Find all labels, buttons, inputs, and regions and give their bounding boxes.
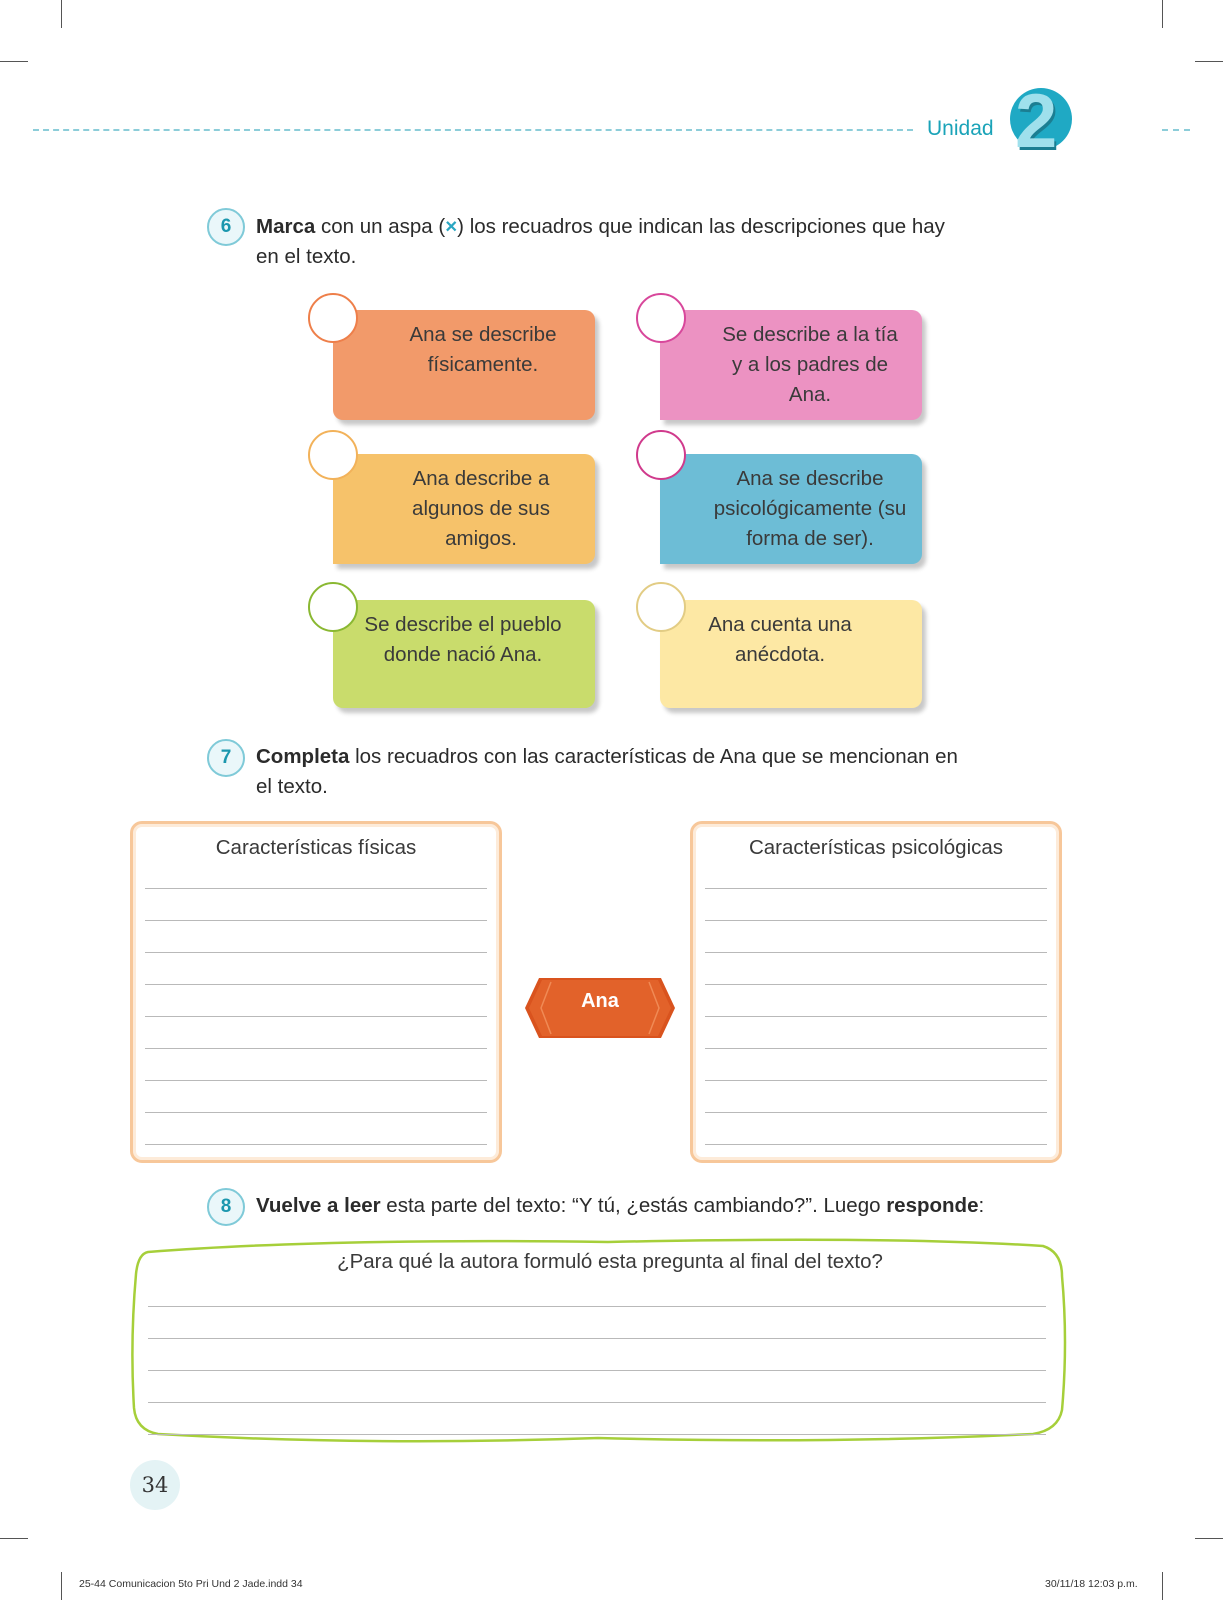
- psychological-characteristics-title: Características psicológicas: [748, 836, 1004, 859]
- unit-label: Unidad: [927, 117, 994, 140]
- crop-mark: [0, 1538, 28, 1539]
- option-text: Ana cuenta una anécdota.: [708, 613, 852, 666]
- writing-line[interactable]: [705, 1144, 1047, 1145]
- writing-line[interactable]: [145, 888, 487, 889]
- question-7-bold: Completa: [256, 745, 350, 768]
- unit-number: 2: [1015, 79, 1058, 164]
- physical-characteristics-box: [130, 821, 502, 1163]
- question-8-bold-2: responde: [886, 1194, 979, 1217]
- writing-line[interactable]: [705, 984, 1047, 985]
- option-card: [660, 454, 922, 564]
- writing-line[interactable]: [705, 920, 1047, 921]
- question-8-bold-1: Vuelve a leer: [256, 1194, 381, 1217]
- option-text: Ana se describe psicológicamente (su forma de ser).: [713, 467, 907, 550]
- question-8-number: 8: [207, 1188, 245, 1226]
- option-text: Se describe a la tía y a los padres de Ana.: [722, 323, 898, 406]
- question-6-text: Marca con un aspa (×) los recuadros que indican las descripciones que hay en el texto.: [256, 215, 945, 268]
- writing-line[interactable]: [145, 1112, 487, 1113]
- writing-line[interactable]: [145, 920, 487, 921]
- crop-mark: [1195, 61, 1223, 62]
- crop-mark: [61, 0, 62, 28]
- option-text: Ana se describe físicamente.: [409, 323, 557, 376]
- question-8-text: Vuelve a leer esta parte del texto: “Y tú, ¿estás cambiando?”. Luego responde:: [256, 1194, 985, 1217]
- writing-line[interactable]: [145, 1016, 487, 1017]
- writing-line[interactable]: [145, 1144, 487, 1145]
- option-card: [333, 454, 595, 564]
- option-checkbox[interactable]: [308, 430, 358, 480]
- writing-line[interactable]: [705, 1112, 1047, 1113]
- header-dashed-line-right: [1162, 129, 1190, 131]
- writing-line[interactable]: [705, 1080, 1047, 1081]
- option-checkbox[interactable]: [308, 582, 358, 632]
- crop-mark: [0, 61, 28, 62]
- option-checkbox[interactable]: [636, 293, 686, 343]
- option-text: Ana describe a algunos de sus amigos.: [412, 467, 550, 550]
- unit-number-badge: [1010, 79, 1072, 164]
- writing-line[interactable]: [705, 1016, 1047, 1017]
- question-6-bold: Marca: [256, 215, 316, 238]
- page-number: 34: [130, 1460, 180, 1510]
- writing-line[interactable]: [705, 1048, 1047, 1049]
- crop-mark: [1195, 1538, 1223, 1539]
- option-card: [660, 600, 922, 708]
- option-text: Se describe el pueblo donde nació Ana.: [364, 613, 562, 666]
- psychological-characteristics-box: [690, 821, 1062, 1163]
- answer-line[interactable]: [148, 1370, 1046, 1371]
- question-7-text: Completa los recuadros con las características de Ana que se mencionan en el texto.: [256, 745, 958, 798]
- crop-mark: [61, 1572, 62, 1600]
- physical-characteristics-title: Características físicas: [215, 836, 417, 859]
- option-checkbox[interactable]: [308, 293, 358, 343]
- crop-mark: [1162, 0, 1163, 28]
- option-card: [333, 600, 595, 708]
- writing-line[interactable]: [705, 888, 1047, 889]
- question-6-number: 6: [207, 208, 245, 246]
- writing-line[interactable]: [145, 1080, 487, 1081]
- answer-line[interactable]: [148, 1402, 1046, 1403]
- ana-label: Ana: [581, 990, 619, 1012]
- answer-line[interactable]: [148, 1434, 1046, 1435]
- answer-line[interactable]: [148, 1306, 1046, 1307]
- writing-line[interactable]: [145, 952, 487, 953]
- header-dashed-line: [33, 129, 913, 131]
- option-card: [333, 310, 595, 420]
- option-checkbox[interactable]: [636, 430, 686, 480]
- option-checkbox[interactable]: [636, 582, 686, 632]
- footer-date: 30/11/18 12:03 p.m.: [1045, 1578, 1138, 1590]
- writing-line[interactable]: [145, 984, 487, 985]
- crop-mark: [1162, 1572, 1163, 1600]
- footer-file: 25-44 Comunicacion 5to Pri Und 2 Jade.indd 34: [79, 1578, 303, 1590]
- writing-line[interactable]: [145, 1048, 487, 1049]
- answer-question: ¿Para qué la autora formuló esta pregunta al final del texto?: [337, 1250, 883, 1273]
- answer-line[interactable]: [148, 1338, 1046, 1339]
- x-mark-icon: ×: [445, 215, 458, 238]
- option-card: [660, 310, 922, 420]
- writing-line[interactable]: [705, 952, 1047, 953]
- question-7-number: 7: [207, 739, 245, 777]
